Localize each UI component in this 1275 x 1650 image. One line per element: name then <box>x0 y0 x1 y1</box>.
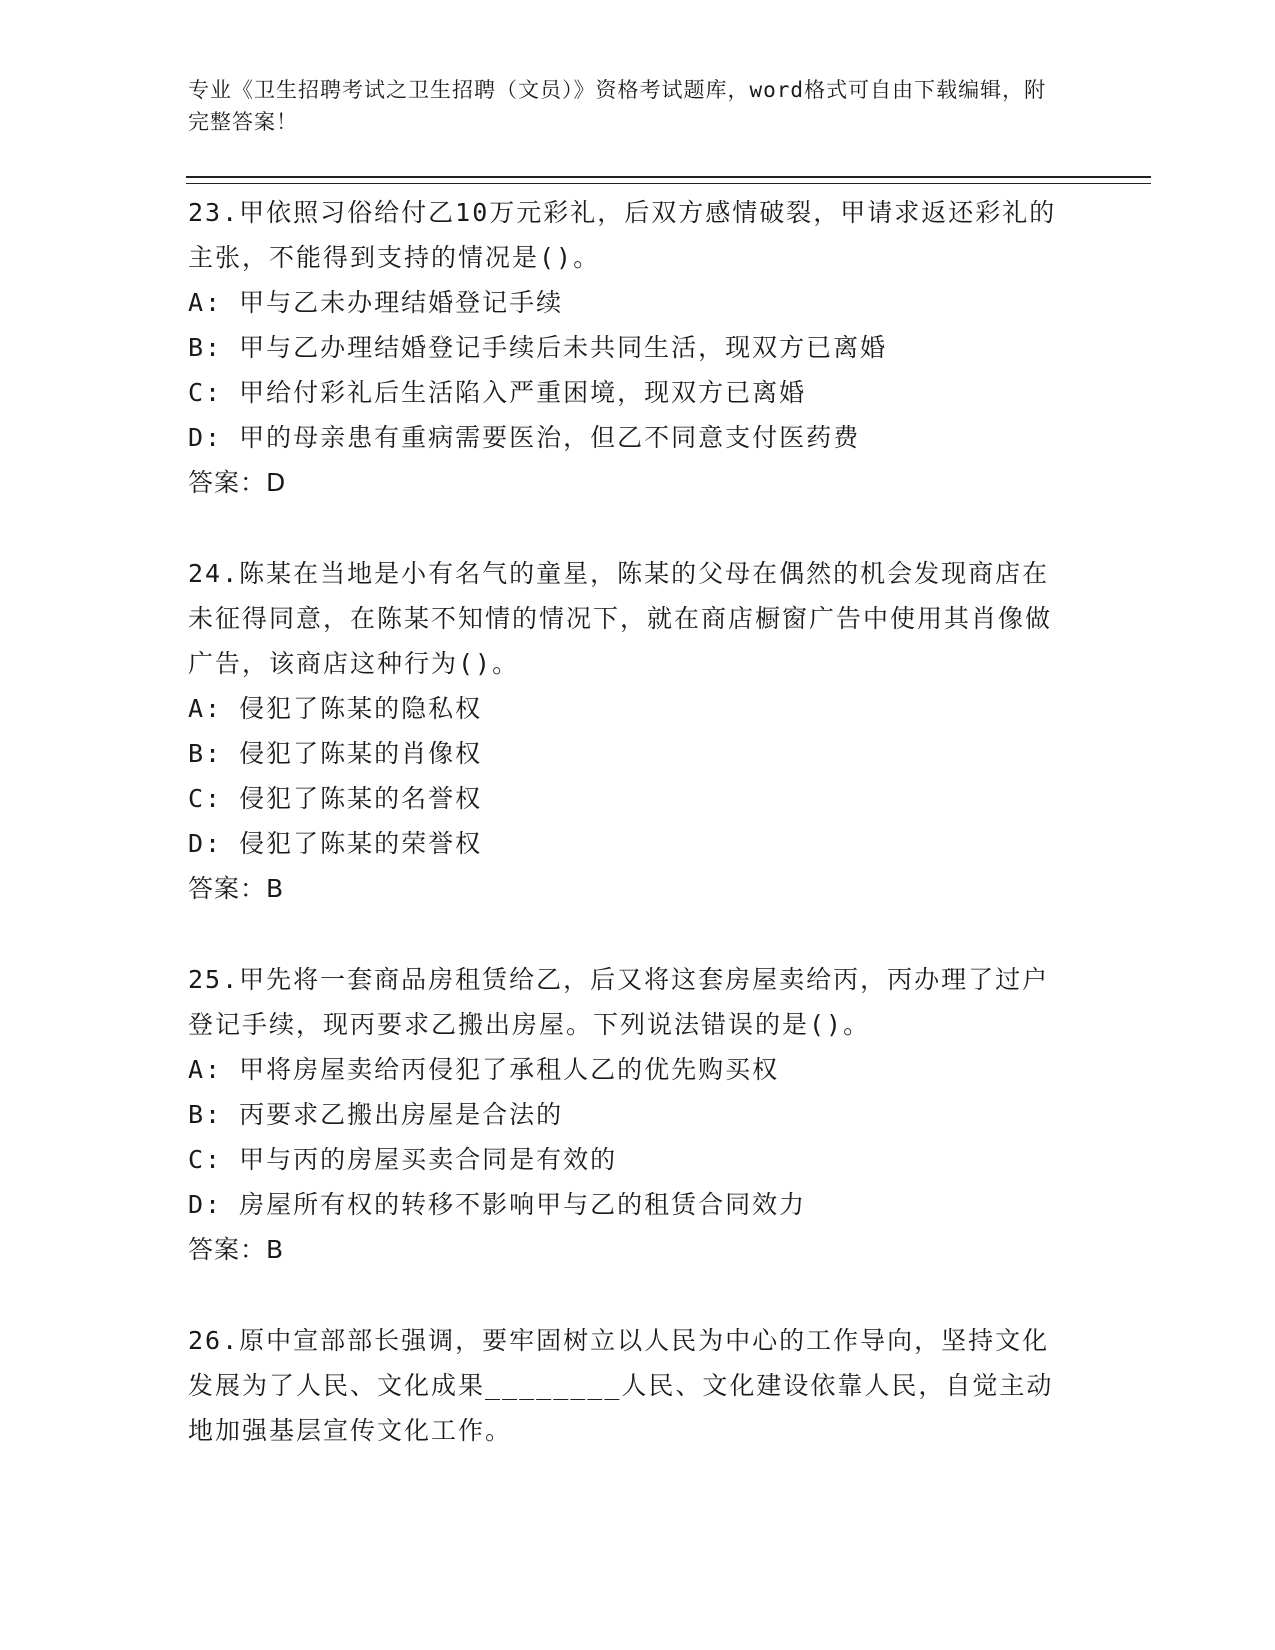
option-d: D: 房屋所有权的转移不影响甲与乙的租赁合同效力 <box>188 1190 807 1219</box>
question-stem: 23.甲依照习俗给付乙10万元彩礼，后双方感情破裂，甲请求返还彩礼的主张，不能得到支持的情况是()。 <box>188 198 1057 272</box>
question-spacer <box>188 911 1068 957</box>
option-b: B: 丙要求乙搬出房屋是合法的 <box>188 1100 564 1129</box>
header-divider-thin <box>186 183 1151 184</box>
question-spacer <box>188 1272 1068 1318</box>
header-intro-text: 专业《卫生招聘考试之卫生招聘（文员）》资格考试题库，word格式可自由下载编辑，附完整答案！ <box>188 78 1047 134</box>
option-c: C: 甲与丙的房屋买卖合同是有效的 <box>188 1145 618 1174</box>
question-25 <box>188 957 1068 1272</box>
option-a: A: 甲将房屋卖给丙侵犯了承租人乙的优先购买权 <box>188 1055 780 1084</box>
answer-line: 答案：B <box>188 874 285 903</box>
option-a: A: 甲与乙未办理结婚登记手续 <box>188 288 564 317</box>
question-stem: 26.原中宣部部长强调，要牢固树立以人民为中心的工作导向，坚持文化发展为了人民、文化成果________人民、文化建设依靠人民，自觉主动地加强基层宣传文化工作。 <box>188 1326 1054 1445</box>
header-divider-thick <box>186 176 1151 178</box>
option-c: C: 甲给付彩礼后生活陷入严重困境，现双方已离婚 <box>188 378 807 407</box>
question-23 <box>188 190 1068 505</box>
option-c: C: 侵犯了陈某的名誉权 <box>188 784 483 813</box>
option-b: B: 甲与乙办理结婚登记手续后未共同生活，现双方已离婚 <box>188 333 888 362</box>
option-a: A: 侵犯了陈某的隐私权 <box>188 694 483 723</box>
option-b: B: 侵犯了陈某的肖像权 <box>188 739 483 768</box>
answer-line: 答案：B <box>188 1235 285 1264</box>
question-stem: 24.陈某在当地是小有名气的童星，陈某的父母在偶然的机会发现商店在未征得同意，在陈某不知情的情况下，就在商店橱窗广告中使用其肖像做广告，该商店这种行为()。 <box>188 559 1053 678</box>
question-24 <box>188 551 1068 911</box>
answer-line: 答案：D <box>188 468 287 497</box>
document-header <box>188 74 1068 138</box>
option-d: D: 甲的母亲患有重病需要医治，但乙不同意支付医药费 <box>188 423 861 452</box>
question-26 <box>188 1318 1068 1453</box>
question-stem: 25.甲先将一套商品房租赁给乙，后又将这套房屋卖给丙，丙办理了过户登记手续，现丙要求乙搬出房屋。下列说法错误的是()。 <box>188 965 1050 1039</box>
question-spacer <box>188 505 1068 551</box>
question-list <box>188 190 1068 1453</box>
option-d: D: 侵犯了陈某的荣誉权 <box>188 829 483 858</box>
